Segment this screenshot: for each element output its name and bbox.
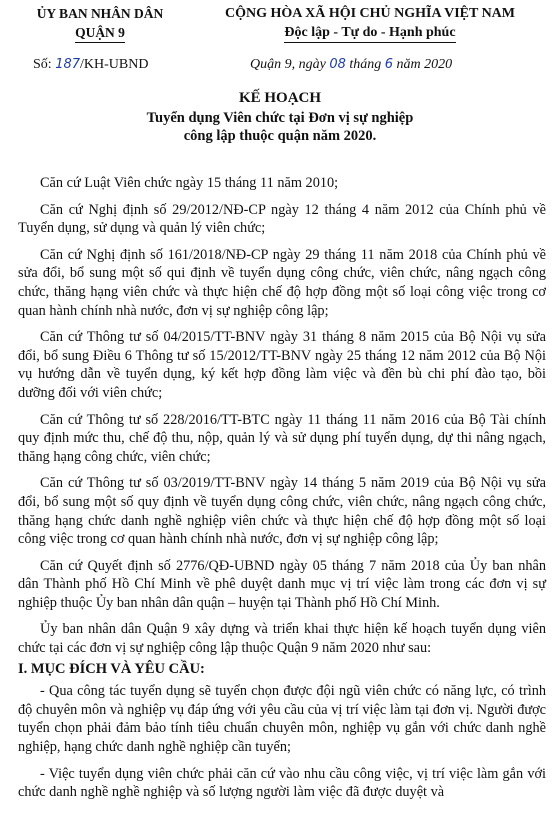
document-body [18,174,546,810]
legal-basis-3: Căn cứ Nghị định số 161/2018/NĐ-CP ngày 29 tháng 11 năm 2018 của Chính phủ về sửa đổi, bổ sung một số qui định về tuyển dụng công chức, viên chức, nâng ngạch công chức, thăng hạng viên chức và thực hiện chế độ hợp đồng một số loại công việc trong cơ quan hành chính nhà nước, đơn vị sự nghiệp công lập; [18,246,546,319]
intro-paragraph: Ủy ban nhân dân Quận 9 xây dựng và triển khai thực hiện kế hoạch tuyển dụng viên chức tại các đơn vị sự nghiệp công lập thuộc Quận 9 năm 2020 như sau: [18,621,546,657]
document-type: KẾ HOẠCH [238,90,322,106]
doc-number-suffix: /KH-UBND [80,57,149,72]
date-month-label: tháng [345,57,385,72]
agency-district: QUẬN 9 [75,23,125,43]
doc-number-handwritten: 187 [55,57,81,72]
section-item-1: - Qua công tác tuyển dụng sẽ tuyển chọn được đội ngũ viên chức có năng lực, có trình độ chuyên môn và nghiệp vụ đáp ứng với yêu cầu của vị trí việc làm tại đơn vị. Người được tuyển chọn phải đảm bảo tính tiêu chuẩn chuyên môn, nghiệp vụ gắn với chức danh nghề nghiệp, hạng chức danh nghề nghiệp cần tuyển; [18,683,546,756]
section-item-2: - Việc tuyển dụng viên chức phải căn cứ vào nhu cầu công việc, vị trí việc làm gắn với chức danh nghề nghề nghiệp và số lượng người làm việc đã được duyệt và [18,765,546,801]
legal-basis-1: Căn cứ Luật Viên chức ngày 15 tháng 11 năm 2010; [40,175,339,191]
doc-number-prefix: Số: [33,57,56,72]
date-line [250,57,452,73]
national-header [192,4,548,43]
document-number [33,57,148,73]
legal-basis-4: Căn cứ Thông tư số 04/2015/TT-BNV ngày 31 tháng 8 năm 2015 của Bộ Nội vụ sửa đổi, bổ sung Điều 6 Thông tư số 15/2012/TT-BNV ngày 25 tháng 12 năm 2012 của Bộ Nội vụ hướng dẫn về tuyển dụng, ký kết hợp đồng làm việc và đền bù chi phí đào tạo, bồi dưỡng đối với viên chức; [18,329,546,401]
nation-title: CỘNG HÒA XÃ HỘI CHỦ NGHĨA VIỆT NAM [224,6,515,21]
date-year: năm 2020 [393,57,453,72]
section-heading: I. MỤC ĐÍCH VÀ YÊU CẦU: [18,660,205,677]
agency-name: ỦY BAN NHÂN DÂN [36,6,164,21]
legal-basis-6: Căn cứ Thông tư số 03/2019/TT-BNV ngày 14 tháng 5 năm 2019 của Bộ Nội vụ sửa đổi, bổ sung một số quy định về tuyển dụng công chức, viên chức, nâng ngạch công chức, thăng hạng chức danh nghề nghiệp viên chức và thực hiện chế độ hợp đồng một số loại công việc trong cơ quan hành chính nhà nước, đơn vị sự nghiệp công lập; [18,475,546,548]
date-month-handwritten: 6 [384,57,394,72]
date-place: Quận 9, ngày [250,57,330,72]
legal-basis-7: Căn cứ Quyết định số 2776/QĐ-UBND ngày 05 tháng 7 năm 2018 của Ủy ban nhân dân Thành phố Hồ Chí Minh về phê duyệt danh mục vị trí việc làm trong các đơn vị sự nghiệp thuộc Ủy ban nhân dân quận – huyện tại Thành phố Hồ Chí Minh. [18,557,546,611]
legal-basis-5: Căn cứ Thông tư số 228/2016/TT-BTC ngày 11 tháng 11 năm 2016 của Bộ Tài chính quy định mức thu, chế độ thu, nộp, quản lý và sử dụng phí tuyển dụng, dự thi nâng ngạch, thăng hạng công chức, viên chức; [18,411,546,465]
agency-header [20,4,180,43]
legal-basis-2: Căn cứ Nghị định số 29/2012/NĐ-CP ngày 12 tháng 4 năm 2012 của Chính phủ về Tuyển dụng, sử dụng và quản lý viên chức; [18,201,546,237]
document-title-line2: công lập thuộc quận năm 2020. [183,128,377,144]
date-day-handwritten: 08 [329,57,346,72]
motto: Độc lập - Tự do - Hạnh phúc [284,23,455,43]
document-title-line1: Tuyển dụng Viên chức tại Đơn vị sự nghiệp [146,110,414,126]
